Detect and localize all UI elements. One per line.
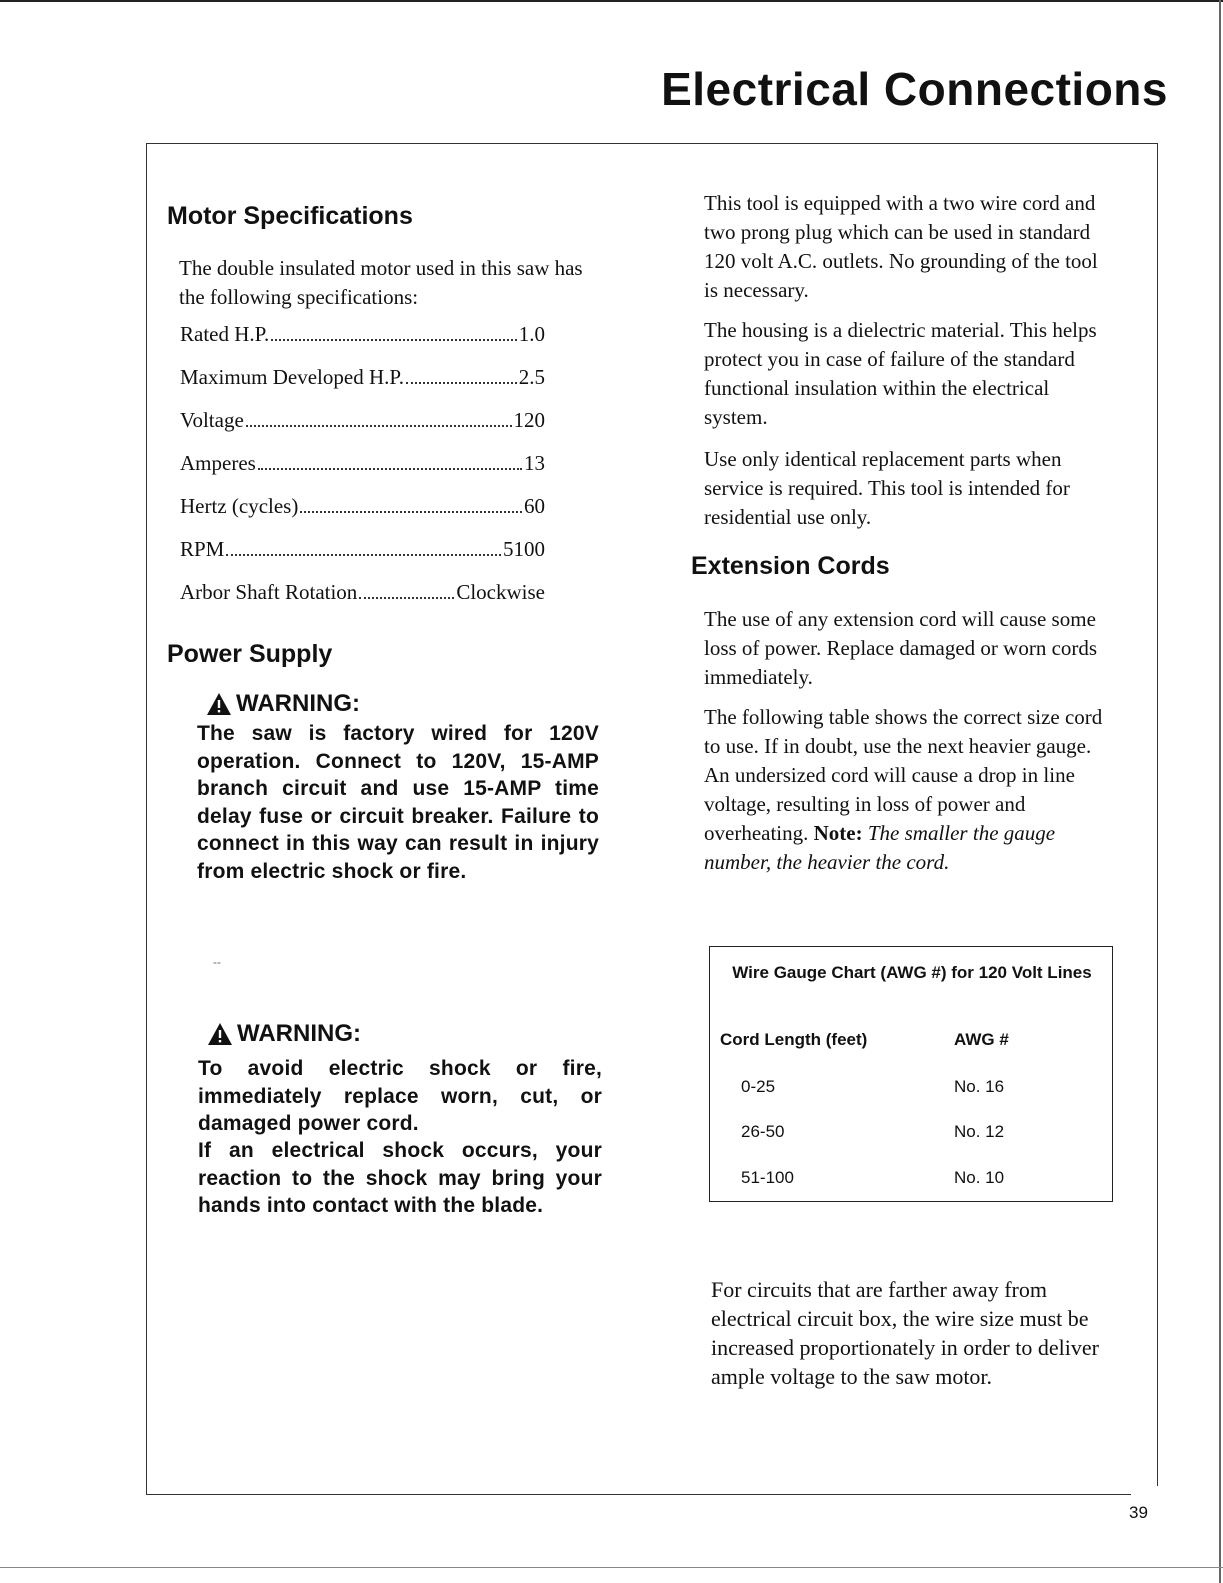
- table-cell-length: 51-100: [741, 1168, 794, 1187]
- spec-row: [180, 451, 545, 494]
- spec-value: 5100: [503, 537, 545, 561]
- table-cell-awg: No. 10: [954, 1168, 1005, 1187]
- spec-value: 60: [524, 494, 545, 518]
- spec-row: [180, 322, 545, 365]
- spec-label: Maximum Developed H.P.: [180, 365, 404, 389]
- leader-dots: [406, 382, 517, 384]
- warning-label: WARNING:: [237, 1020, 361, 1047]
- spec-label: Hertz (cycles): [180, 494, 299, 518]
- spec-row: [180, 365, 545, 408]
- warning-triangle-icon: [206, 692, 232, 716]
- warning-text-1: The saw is factory wired for 120V operation. Connect to 120V, 15-AMP branch circuit and use 15-AMP time delay fuse or circuit breaker. Failure to connect in this way can result in injury from electric shock or fire.: [197, 722, 599, 883]
- leader-dots: [258, 468, 522, 470]
- frame-right-rule: [1157, 143, 1158, 1486]
- wire-gauge-table: [709, 946, 1113, 1202]
- housing-paragraph: The housing is a dielectric material. This helps protect you in case of failure of the standard functional insulation within the electrical system.: [704, 318, 1097, 429]
- circuit-distance-paragraph: For circuits that are farther away from electrical circuit box, the wire size must be increased proportionately in order to deliver ample voltage to the saw motor.: [711, 1277, 1099, 1389]
- extension-cords-heading: Extension Cords: [691, 552, 890, 580]
- top-border: [0, 0, 1223, 2]
- leader-dots: [226, 554, 501, 556]
- leader-dots: [300, 511, 522, 513]
- leader-dots: [246, 425, 512, 427]
- spec-row: [180, 580, 545, 623]
- column-header-awg: AWG #: [954, 1030, 1009, 1049]
- power-supply-heading: Power Supply: [167, 640, 333, 668]
- leader-dots: [359, 597, 454, 599]
- warning-title-1: [206, 690, 360, 718]
- warning-text-2b: If an electrical shock occurs, your reaction to the shock may bring your hands into contact with the blade.: [198, 1139, 602, 1217]
- table-title: Wire Gauge Chart (AWG #) for 120 Volt Lines: [732, 963, 1092, 982]
- spec-value: 13: [524, 451, 545, 475]
- spec-label: Voltage: [180, 408, 244, 432]
- right-border: [1219, 0, 1221, 1583]
- spec-label: Rated H.P.: [180, 322, 270, 346]
- bottom-border: [0, 1567, 1223, 1568]
- stray-mark: --: [213, 955, 221, 969]
- spec-label: Arbor Shaft Rotation: [180, 580, 358, 604]
- table-explanation-text: The following table shows the correct size cord to use. If in doubt, use the next heavier gauge. An undersized cord will cause a drop in line voltage, resulting in loss of power and overheating.: [704, 705, 1103, 845]
- extension-cord-paragraph: The use of any extension cord will cause some loss of power. Replace damaged or worn cords immediately.: [704, 607, 1098, 689]
- motor-specifications-heading: Motor Specifications: [167, 202, 413, 230]
- warning-title-2: [207, 1020, 361, 1048]
- spec-value: Clockwise: [456, 580, 545, 604]
- frame-top-rule: [146, 143, 1158, 144]
- table-cell-length: 26-50: [741, 1122, 785, 1141]
- spec-label: Amperes: [180, 451, 256, 475]
- table-explanation-paragraph: [704, 703, 1118, 877]
- motor-intro-text: The double insulated motor used in this saw has the following specifications:: [179, 256, 583, 309]
- spec-value: 1.0: [518, 322, 545, 346]
- frame-left-rule: [146, 143, 147, 1495]
- spec-list: [180, 322, 545, 623]
- page-title: Electrical Connections: [661, 63, 1168, 115]
- warning-triangle-icon: [207, 1022, 233, 1046]
- table-cell-length: 0-25: [741, 1077, 776, 1096]
- leader-dots: [271, 339, 517, 341]
- spec-row: [180, 494, 545, 537]
- spec-value: 2.5: [518, 365, 545, 389]
- spec-value: 120: [513, 408, 545, 432]
- page-number: 39: [1129, 1503, 1148, 1522]
- note-text: The smaller the gauge number, the heavier the cord.: [704, 821, 1056, 874]
- frame-bottom-rule: [146, 1494, 1131, 1495]
- table-cell-awg: No. 16: [954, 1077, 1005, 1096]
- intro-paragraph: This tool is equipped with a two wire cord and two prong plug which can be used in standard 120 volt A.C. outlets. No grounding of the tool is necessary.: [704, 191, 1098, 302]
- spec-label: RPM: [180, 537, 225, 561]
- warning-label: WARNING:: [236, 690, 360, 717]
- spec-row: [180, 537, 545, 580]
- table-cell-awg: No. 12: [954, 1122, 1005, 1141]
- warning-text-2a: To avoid electric shock or fire, immediately replace worn, cut, or damaged power cord.: [198, 1057, 602, 1135]
- spec-row: [180, 408, 545, 451]
- column-header-cord-length: Cord Length (feet): [720, 1030, 868, 1049]
- replacement-paragraph: Use only identical replacement parts when service is required. This tool is intended for residential use only.: [704, 447, 1070, 529]
- note-label: Note:: [813, 821, 863, 845]
